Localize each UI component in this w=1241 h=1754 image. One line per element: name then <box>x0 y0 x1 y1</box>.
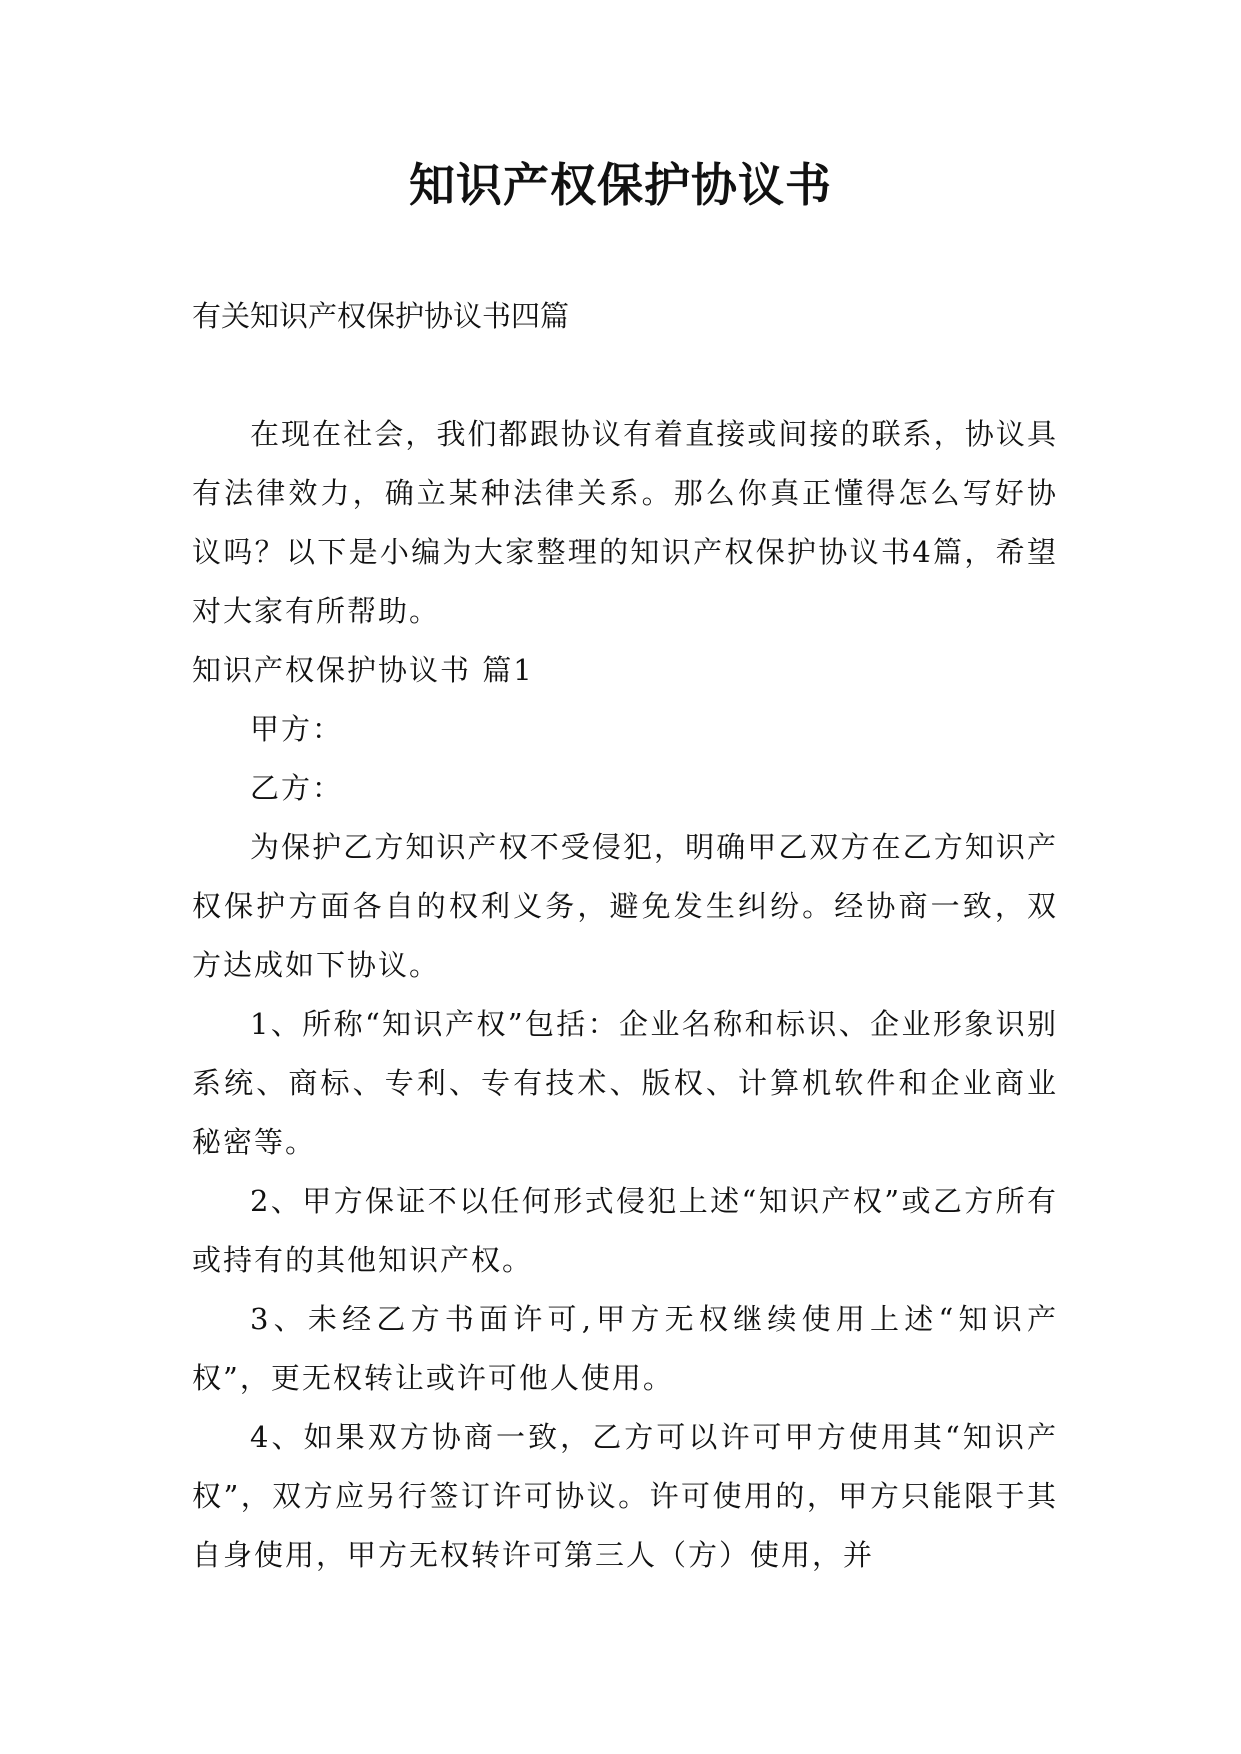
paragraph: 甲方： <box>250 712 344 746</box>
paragraph: 4、如果双方协商一致，乙方可以许可甲方使用其“知识产权”，双方应另行签订许可协议。许可使用的，甲方只能限于其自身使用，甲方无权转许可第三人（方）使用，并 <box>192 1420 1058 1572</box>
paragraph: 在现在社会，我们都跟协议有着直接或间接的联系，协议具有法律效力，确立某种法律关系。那么你真正懂得怎么写好协议吗？以下是小编为大家整理的知识产权保护协议书4篇，希望对大家有所帮助。 <box>192 417 1058 628</box>
paragraph: 知识产权保护协议书 篇1 <box>192 653 534 687</box>
paragraph: 1、所称“知识产权”包括：企业名称和标识、企业形象识别系统、商标、专利、专有技术、版权、计算机软件和企业商业秘密等。 <box>192 1007 1058 1159</box>
paragraph: 为保护乙方知识产权不受侵犯，明确甲乙双方在乙方知识产权保护方面各自的权利义务，避免发生纠纷。经协商一致，双方达成如下协议。 <box>192 830 1058 982</box>
document-body <box>192 405 1058 1585</box>
document-title: 知识产权保护协议书 <box>409 158 832 212</box>
document-subtitle: 有关知识产权保护协议书四篇 <box>192 299 570 333</box>
paragraph: 乙方： <box>250 771 344 805</box>
paragraph: 2、甲方保证不以任何形式侵犯上述“知识产权”或乙方所有或持有的其他知识产权。 <box>192 1184 1058 1277</box>
paragraph: 3、未经乙方书面许可,甲方无权继续使用上述“知识产权”，更无权转让或许可他人使用。 <box>192 1302 1058 1395</box>
